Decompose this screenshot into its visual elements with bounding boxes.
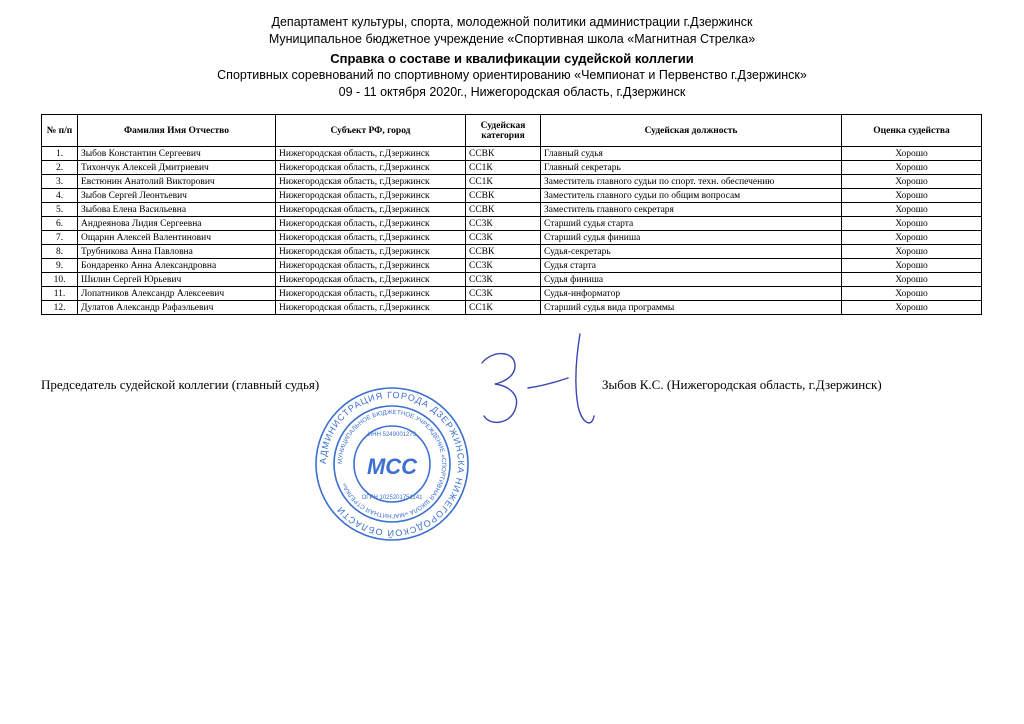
cell-num: 10. <box>42 273 78 287</box>
dates-line: 09 - 11 октября 2020г., Нижегородская область, г.Дзержинск <box>338 85 686 99</box>
cell-position: Заместитель главного секретаря <box>541 203 842 217</box>
cell-position: Старший судья вида программы <box>541 301 842 315</box>
cell-num: 1. <box>42 147 78 161</box>
document-title: Справка о составе и квалификации судейской коллегии <box>330 51 694 66</box>
table-row <box>42 273 982 287</box>
cell-grade: Хорошо <box>842 203 982 217</box>
cell-region: Нижегородская область, г.Дзержинск <box>276 301 466 315</box>
cell-name: Дулатов Александр Рафаэльевич <box>78 301 276 315</box>
cell-name: Трубникова Анна Павловна <box>78 245 276 259</box>
cell-category: ССВК <box>466 189 541 203</box>
cell-position: Судья старта <box>541 259 842 273</box>
table-row <box>42 231 982 245</box>
cell-name: Ощарин Алексей Валентинович <box>78 231 276 245</box>
cell-grade: Хорошо <box>842 161 982 175</box>
table-row <box>42 203 982 217</box>
cell-num: 2. <box>42 161 78 175</box>
document-header <box>0 14 1024 101</box>
institution-line: Муниципальное бюджетное учреждение «Спортивная школа «Магнитная Стрелка» <box>268 32 756 46</box>
cell-category: СС1К <box>466 161 541 175</box>
cell-name: Шилин Сергей Юрьевич <box>78 273 276 287</box>
cell-num: 3. <box>42 175 78 189</box>
chair-name: Зыбов К.С. (Нижегородская область, г.Дзержинск) <box>602 377 882 392</box>
cell-position: Главный секретарь <box>541 161 842 175</box>
table-row <box>42 147 982 161</box>
cell-grade: Хорошо <box>842 259 982 273</box>
cell-num: 12. <box>42 301 78 315</box>
cell-grade: Хорошо <box>842 189 982 203</box>
table-header-row <box>42 115 982 147</box>
col-header-grade: Оценка судейства <box>842 115 982 147</box>
stamp-ogrn: ОГРН 1025201751141 <box>361 495 423 501</box>
cell-position: Старший судья старта <box>541 217 842 231</box>
cell-position: Старший судья финиша <box>541 231 842 245</box>
cell-region: Нижегородская область, г.Дзержинск <box>276 203 466 217</box>
cell-num: 4. <box>42 189 78 203</box>
cell-num: 7. <box>42 231 78 245</box>
cell-name: Зыбов Константин Сергеевич <box>78 147 276 161</box>
cell-grade: Хорошо <box>842 175 982 189</box>
cell-name: Евстюнин Анатолий Викторович <box>78 175 276 189</box>
cell-region: Нижегородская область, г.Дзержинск <box>276 161 466 175</box>
cell-region: Нижегородская область, г.Дзержинск <box>276 147 466 161</box>
table-row <box>42 259 982 273</box>
cell-region: Нижегородская область, г.Дзержинск <box>276 231 466 245</box>
cell-grade: Хорошо <box>842 231 982 245</box>
cell-category: ССВК <box>466 147 541 161</box>
cell-position: Судья финиша <box>541 273 842 287</box>
cell-region: Нижегородская область, г.Дзержинск <box>276 189 466 203</box>
cell-num: 11. <box>42 287 78 301</box>
cell-num: 9. <box>42 259 78 273</box>
cell-grade: Хорошо <box>842 287 982 301</box>
cell-num: 8. <box>42 245 78 259</box>
cell-grade: Хорошо <box>842 217 982 231</box>
cell-region: Нижегородская область, г.Дзержинск <box>276 287 466 301</box>
cell-category: СС3К <box>466 259 541 273</box>
judges-table <box>41 114 982 315</box>
cell-position: Заместитель главного судьи по спорт. техн. обеспечению <box>541 175 842 189</box>
department-line: Департамент культуры, спорта, молодежной политики администрации г.Дзержинск <box>271 15 753 29</box>
cell-region: Нижегородская область, г.Дзержинск <box>276 217 466 231</box>
cell-region: Нижегородская область, г.Дзержинск <box>276 175 466 189</box>
cell-num: 6. <box>42 217 78 231</box>
chair-signature <box>470 328 605 438</box>
official-stamp <box>312 384 472 544</box>
cell-name: Тихончук Алексей Дмитриевич <box>78 161 276 175</box>
table-row <box>42 301 982 315</box>
stamp-middle-text: МУНИЦИПАЛЬНОЕ БЮДЖЕТНОЕ УЧРЕЖДЕНИЕ «СПОРТИВНАЯ ШКОЛА «МАГНИТНАЯ СТРЕЛКА» <box>336 408 448 520</box>
cell-name: Зыбов Сергей Леонтьевич <box>78 189 276 203</box>
stamp-logo: МСС <box>366 454 418 479</box>
cell-grade: Хорошо <box>842 147 982 161</box>
cell-num: 5. <box>42 203 78 217</box>
cell-position: Судья-информатор <box>541 287 842 301</box>
cell-position: Заместитель главного судьи по общим вопросам <box>541 189 842 203</box>
cell-region: Нижегородская область, г.Дзержинск <box>276 245 466 259</box>
stamp-outer-text: АДМИНИСТРАЦИЯ ГОРОДА ДЗЕРЖИНСКА НИЖЕГОРОДСКОЙ ОБЛАСТИ <box>317 389 467 539</box>
cell-grade: Хорошо <box>842 245 982 259</box>
table-row <box>42 287 982 301</box>
cell-category: СС3К <box>466 217 541 231</box>
table-row <box>42 245 982 259</box>
cell-category: ССВК <box>466 245 541 259</box>
cell-name: Андреянова Лидия Сергеевна <box>78 217 276 231</box>
table-row <box>42 161 982 175</box>
cell-grade: Хорошо <box>842 273 982 287</box>
competition-line: Спортивных соревнований по спортивному ориентированию «Чемпионат и Первенство г.Дзержинск» <box>217 68 807 82</box>
chair-label: Председатель судейской коллегии (главный судья) <box>41 377 320 392</box>
cell-position: Судья-секретарь <box>541 245 842 259</box>
cell-category: СС1К <box>466 301 541 315</box>
cell-category: СС3К <box>466 231 541 245</box>
cell-category: СС3К <box>466 273 541 287</box>
col-header-region: Субъект РФ, город <box>276 115 466 147</box>
col-header-category: Судейская категория <box>466 115 541 147</box>
table-row <box>42 175 982 189</box>
cell-name: Зыбова Елена Васильевна <box>78 203 276 217</box>
col-header-position: Судейская должность <box>541 115 842 147</box>
stamp-inn: ИНН 5249001273 <box>367 432 417 438</box>
cell-region: Нижегородская область, г.Дзержинск <box>276 273 466 287</box>
cell-category: СС1К <box>466 175 541 189</box>
cell-region: Нижегородская область, г.Дзержинск <box>276 259 466 273</box>
cell-name: Лопатников Александр Алексеевич <box>78 287 276 301</box>
table-row <box>42 217 982 231</box>
cell-category: ССВК <box>466 203 541 217</box>
cell-grade: Хорошо <box>842 301 982 315</box>
table-row <box>42 189 982 203</box>
col-header-num: № п/п <box>42 115 78 147</box>
cell-category: СС3К <box>466 287 541 301</box>
col-header-name: Фамилия Имя Отчество <box>78 115 276 147</box>
cell-position: Главный судья <box>541 147 842 161</box>
cell-name: Бондаренко Анна Александровна <box>78 259 276 273</box>
